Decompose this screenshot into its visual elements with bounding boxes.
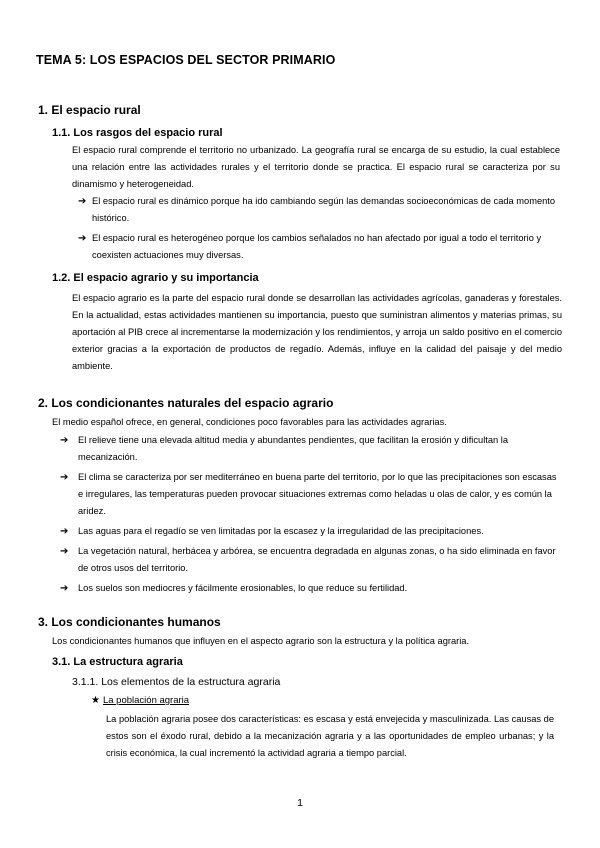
star-icon: ★ [91,695,100,706]
arrow-right-icon: ➔ [60,526,69,537]
section-3-1-1-paragraph: La población agraria posee dos características: es escasa y está envejecida y masculinizada. Las causas de estos son el éxodo rural, debido a la mecanización agraria y a las oportunidades de empleo urbanas; y la crisis económica, la cual incrementó la actividad agraria a tiempo parcial. [106,714,554,758]
bullet-text: Los suelos son mediocres y fácilmente erosionables, lo que reduce su fertilidad. [78,583,408,593]
bullet-text: El espacio rural es heterogéneo porque los cambios señalados no han afectado por igual a todo el territorio y coexisten actuaciones muy diversas. [92,233,542,260]
list-item [60,432,562,466]
arrow-right-icon: ➔ [60,583,69,594]
page-number: 1 [297,797,303,809]
section-2-heading: 2. Los condicionantes naturales del espacio agrario [38,396,334,410]
section-1-1-bullet-list [78,193,562,267]
list-item [60,469,562,520]
bullet-text: Las aguas para el regadío se ven limitadas por la escasez y la irregularidad de las precipitaciones. [78,526,484,536]
arrow-right-icon: ➔ [60,435,69,446]
section-3-1-1-heading: 3.1.1. Los elementos de la estructura agraria [72,676,281,688]
bullet-text: El clima se caracteriza por ser mediterráneo en buena parte del territorio, por lo que las precipitaciones son escasas e irregulares, las temperaturas pueden provocar situaciones extremas como heladas u olas de calor, y es común la aridez. [78,472,557,516]
section-2-bullet-list [60,432,562,600]
arrow-right-icon: ➔ [78,196,87,207]
list-item [60,523,562,540]
document-title: TEMA 5: LOS ESPACIOS DEL SECTOR PRIMARIO [36,53,336,67]
list-item [60,543,562,577]
arrow-right-icon: ➔ [60,546,69,557]
population-item [91,695,189,706]
list-item [78,230,562,264]
arrow-right-icon: ➔ [78,233,87,244]
section-1-heading: 1. El espacio rural [38,103,141,117]
section-3-heading: 3. Los condicionantes humanos [38,615,221,629]
section-1-1-heading: 1.1. Los rasgos del espacio rural [52,127,223,139]
population-item-title: La población agraria [102,695,190,706]
bullet-text: La vegetación natural, herbácea y arbórea, se encuentra degradada en algunas zonas, o ha sido eliminada en favor de otros usos del territorio. [78,546,556,573]
section-3-paragraph: Los condicionantes humanos que influyen en el aspecto agrario son la estructura y la política agraria. [52,636,470,646]
bullet-text: El relieve tiene una elevada altitud media y abundantes pendientes, que facilitan la erosión y dificultan la mecanización. [78,435,509,462]
list-item [60,580,562,597]
section-1-2-paragraph: El espacio agrario es la parte del espacio rural donde se desarrollan las actividades agrícolas, ganaderas y forestales. En la actualidad, estas actividades mantienen su importancia, puesto que suministran alimentos y materias primas, su aportación al PIB crece al incrementarse la modernización y los rendimientos, y arroja un saldo positivo en el comercio exterior gracias a la exportación de productos de regadío. Además, influye en la calidad del paisaje y del medio ambiente. [72,293,562,371]
section-2-paragraph: El medio español ofrece, en general, condiciones poco favorables para las actividades agrarias. [52,417,447,427]
section-1-2-heading: 1.2. El espacio agrario y su importancia [52,272,259,284]
section-1-1-paragraph: El espacio rural comprende el territorio no urbanizado. La geografía rural se encarga de su estudio, la cual establece una relación entre las actividades rurales y el territorio donde se practica. El espacio rural se caracteriza por su dinamismo y heterogeneidad. [72,145,560,189]
arrow-right-icon: ➔ [60,472,69,483]
section-3-1-heading: 3.1. La estructura agraria [52,656,183,668]
list-item [78,193,562,227]
bullet-text: El espacio rural es dinámico porque ha ido cambiando según las demandas socioeconómicas de cada momento histórico. [92,196,556,223]
